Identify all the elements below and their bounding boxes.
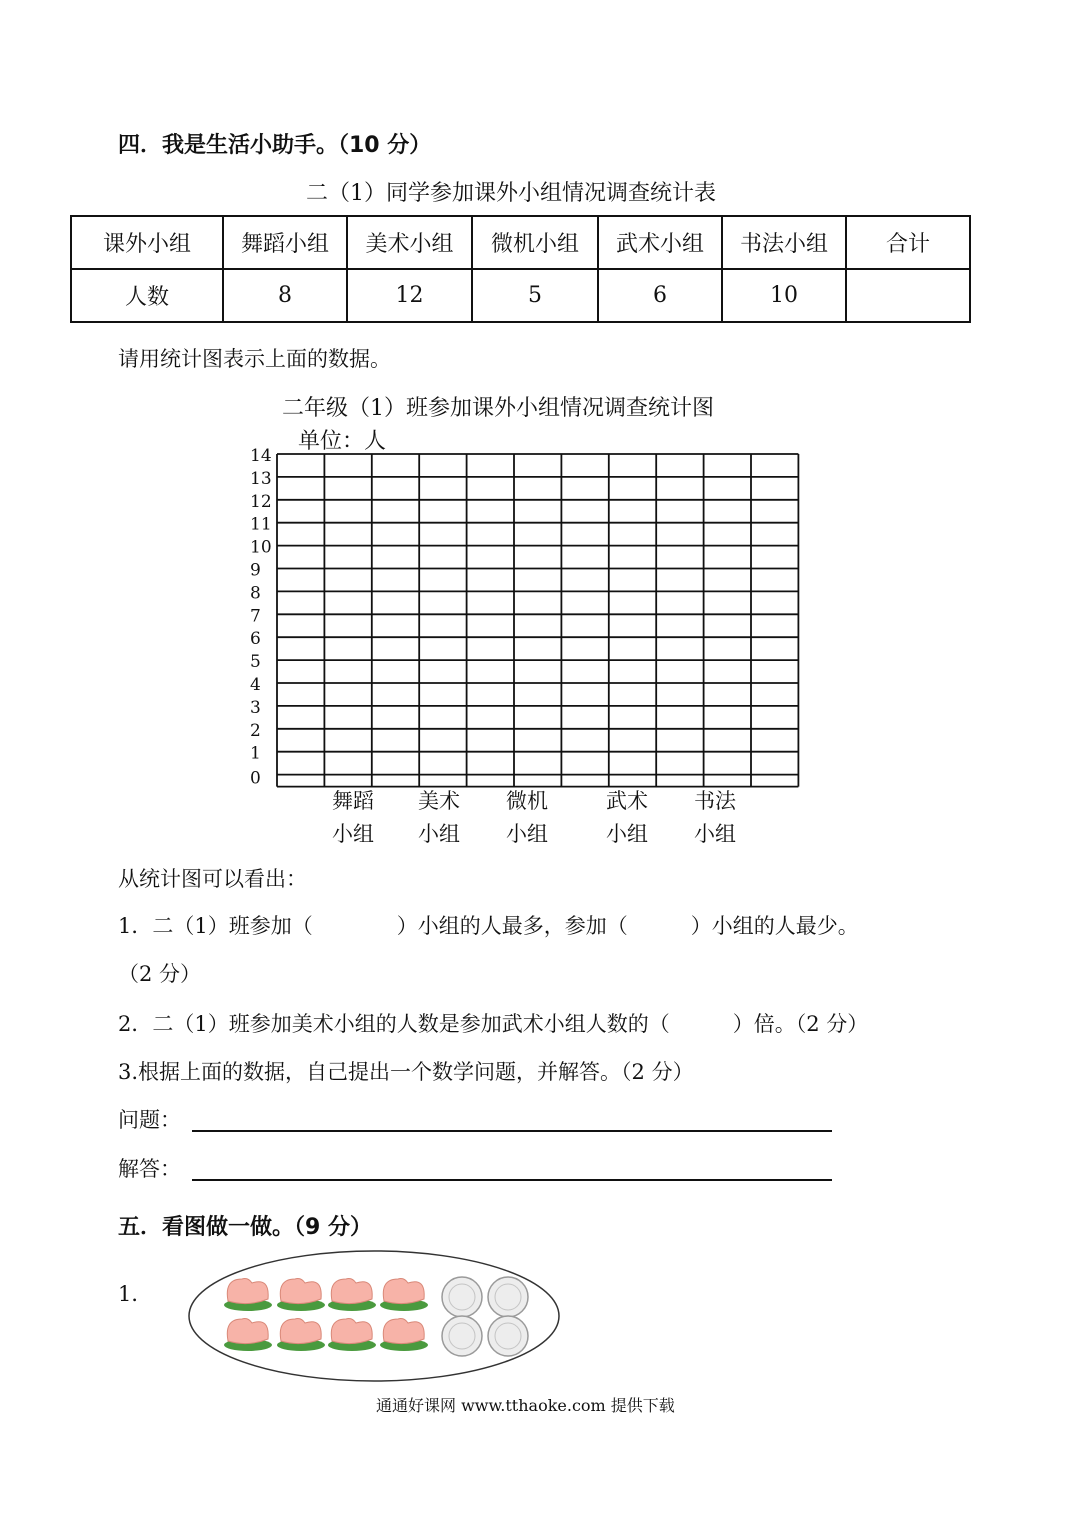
fruit-plate-picture [186,1248,562,1384]
x-category-label: 小组 [694,822,736,846]
peach-icon [383,1319,424,1344]
y-tick-label: 11 [250,514,272,535]
peach-icon [227,1279,268,1304]
y-tick-label: 5 [250,652,261,673]
peaches-group [224,1279,428,1352]
total-answer-cell[interactable] [846,269,970,322]
table-row [71,269,970,322]
x-category-label: 美术 [418,789,460,813]
y-tick-label: 0 [250,768,261,789]
plate-icon [488,1316,528,1356]
y-tick-label: 12 [250,491,272,512]
peach-icon [383,1279,424,1304]
peach-icon [227,1319,268,1344]
y-tick-label: 14 [250,446,272,466]
table-header-cell: 书法小组 [722,216,846,269]
x-category-label: 小组 [506,822,548,846]
y-tick-label: 3 [250,697,261,718]
y-tick-label: 1 [250,743,261,764]
peach-icon [331,1279,372,1304]
table-cell: 人数 [71,269,223,322]
question-label: 问题： [118,1108,181,1132]
item-1-label: 1． [118,1282,153,1306]
y-tick-label: 4 [250,675,261,695]
question-3: 3.根据上面的数据，自己提出一个数学问题，并解答。（2 分） [118,1060,694,1084]
y-tick-label: 10 [250,537,272,558]
y-tick-label: 9 [250,560,261,581]
table-cell: 8 [223,269,347,322]
x-category-label: 舞蹈 [332,789,374,813]
section4-heading: 四．我是生活小助手。（10 分） [118,133,432,158]
small-plates-group [442,1277,528,1356]
y-tick-label: 13 [250,468,272,489]
question-1-score: （2 分） [118,962,202,986]
y-tick-label: 7 [250,606,261,627]
y-tick-label: 2 [250,720,261,741]
x-category-label: 微机 [506,789,548,813]
observe-text: 从统计图可以看出： [118,867,307,891]
plate-icon [488,1277,528,1317]
x-category-label: 小组 [418,822,460,846]
table-header-cell: 武术小组 [598,216,722,269]
table-header-cell: 舞蹈小组 [223,216,347,269]
plate-icon [442,1277,482,1317]
answer-line[interactable] [192,1179,832,1181]
table-cell: 10 [722,269,846,322]
y-tick-label: 8 [250,583,261,604]
footer-text: 通通好课网 www.tthaoke.com 提供下载 [376,1396,675,1415]
table-cell: 5 [472,269,598,322]
table-cell: 6 [598,269,722,322]
x-category-label: 小组 [332,822,374,846]
x-category-label: 小组 [606,822,648,846]
peach-icon [280,1319,321,1344]
section5-heading: 五．看图做一做。（9 分） [118,1215,372,1240]
peach-icon [331,1319,372,1344]
stats-table [70,215,971,323]
chart-instruction: 请用统计图表示上面的数据。 [118,347,391,371]
x-category-label: 书法 [694,789,736,813]
table-header-cell: 微机小组 [472,216,598,269]
table-header-cell: 课外小组 [71,216,223,269]
chart-title: 二年级（1）班参加课外小组情况调查统计图 [282,396,714,421]
answer-label: 解答： [118,1157,181,1181]
question-2: 2．二（1）班参加美术小组的人数是参加武术小组人数的（ ）倍。（2 分） [118,1012,869,1036]
bar-chart-grid[interactable] [240,440,820,850]
y-tick-label: 6 [250,629,261,650]
question-answer-line[interactable] [192,1130,832,1132]
table-header-cell: 美术小组 [347,216,472,269]
chart-unit: 单位：人 [298,429,387,454]
peach-icon [280,1279,321,1304]
plate-icon [442,1316,482,1356]
table-header-row [71,216,970,269]
x-category-label: 武术 [606,789,648,813]
question-1: 1．二（1）班参加（ ）小组的人最多，参加（ ）小组的人最少。 [118,914,859,938]
table-cell: 12 [347,269,472,322]
table-title: 二（1）同学参加课外小组情况调查统计表 [306,181,716,206]
table-header-cell: 合计 [846,216,970,269]
